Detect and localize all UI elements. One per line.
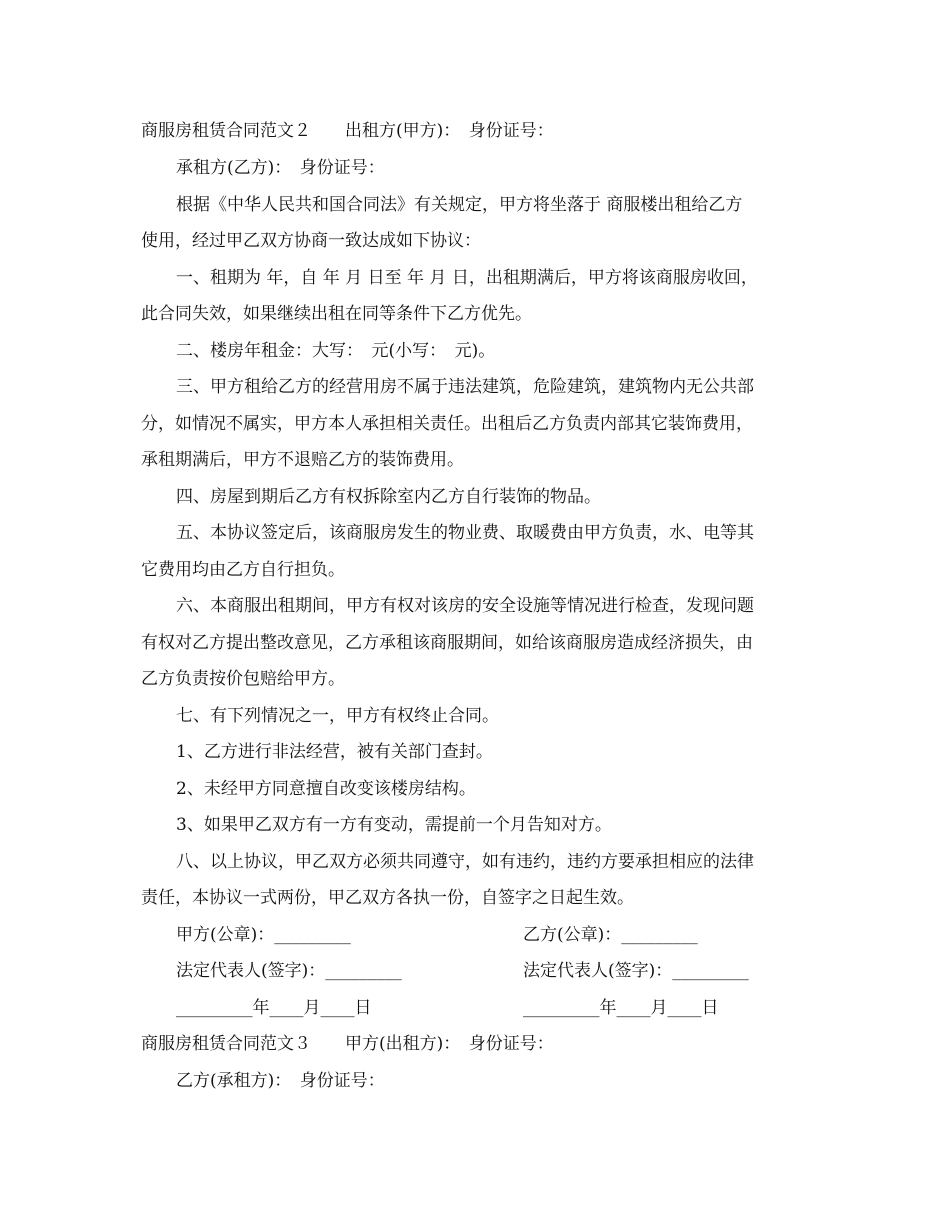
party-a-date: _________年____月____日: [176, 998, 372, 1018]
clause-7-item-2: 2、未经甲方同意擅自改变该楼房结构。: [176, 779, 476, 799]
paragraph-line: 使用，经过甲乙双方协商一致达成如下协议：: [141, 231, 481, 251]
clause-5-line: 五、本协议签定后，该商服房发生的物业费、取暖费由甲方负责，水、电等其: [176, 523, 754, 543]
clause-8-line: 责任，本协议一式两份，甲乙双方各执一份，自签字之日起生效。: [141, 888, 634, 908]
clause-6-line: 乙方负责按价包赔给甲方。: [141, 669, 345, 689]
clause-3-line: 三、甲方租给乙方的经营用房不属于违法建筑，危险建筑，建筑物内无公共部: [176, 377, 754, 397]
clause-7-item-3: 3、如果甲乙双方有一方有变动，需提前一个月告知对方。: [176, 815, 612, 835]
clause-5-line: 它费用均由乙方自行担负。: [141, 560, 345, 580]
clause-1-line: 此合同失效，如果继续出租在同等条件下乙方优先。: [141, 304, 532, 324]
clause-7-line: 七、有下列情况之一，甲方有权终止合同。: [176, 706, 499, 726]
section-heading-3: 商服房租赁合同范文３ 甲方(出租方)： 身份证号：: [141, 1034, 554, 1054]
clause-3-line: 分，如情况不属实，甲方本人承担相关责任。出租后乙方负责内部其它装饰费用，: [141, 414, 753, 434]
paragraph-line: 根据《中华人民共和国合同法》有关规定，甲方将坐落于 商服楼出租给乙方: [176, 195, 743, 215]
party-a-representative: 法定代表人(签字)：_________: [176, 961, 402, 981]
party-a-seal: 甲方(公章)：_________: [176, 925, 351, 945]
party-b-seal: 乙方(公章)：_________: [523, 925, 698, 945]
clause-7-item-1: 1、乙方进行非法经营，被有关部门查封。: [176, 742, 493, 762]
party-b-date: _________年____月____日: [523, 998, 719, 1018]
clause-1-line: 一、租期为 年，自 年 月 日至 年 月 日，出租期满后，甲方将该商服房收回，: [176, 268, 758, 288]
lessee-line-3: 乙方(承租方)： 身份证号：: [176, 1071, 385, 1091]
clause-8-line: 八、以上协议，甲乙双方必须共同遵守，如有违约，违约方要承担相应的法律: [176, 852, 754, 872]
lessee-line: 承租方(乙方)： 身份证号：: [176, 158, 385, 178]
clause-2-line: 二、楼房年租金：大写： 元(小写： 元)。: [176, 341, 496, 361]
clause-6-line: 有权对乙方提出整改意见，乙方承租该商服期间，如给该商服房造成经济损失，由: [141, 633, 753, 653]
party-b-representative: 法定代表人(签字)：_________: [523, 961, 749, 981]
section-heading-2: 商服房租赁合同范文２ 出租方(甲方)： 身份证号：: [141, 121, 554, 141]
clause-6-line: 六、本商服出租期间，甲方有权对该房的安全设施等情况进行检查，发现问题: [176, 596, 754, 616]
clause-3-line: 承租期满后，甲方不退赔乙方的装饰费用。: [141, 450, 464, 470]
clause-4-line: 四、房屋到期后乙方有权拆除室内乙方自行装饰的物品。: [176, 487, 601, 507]
